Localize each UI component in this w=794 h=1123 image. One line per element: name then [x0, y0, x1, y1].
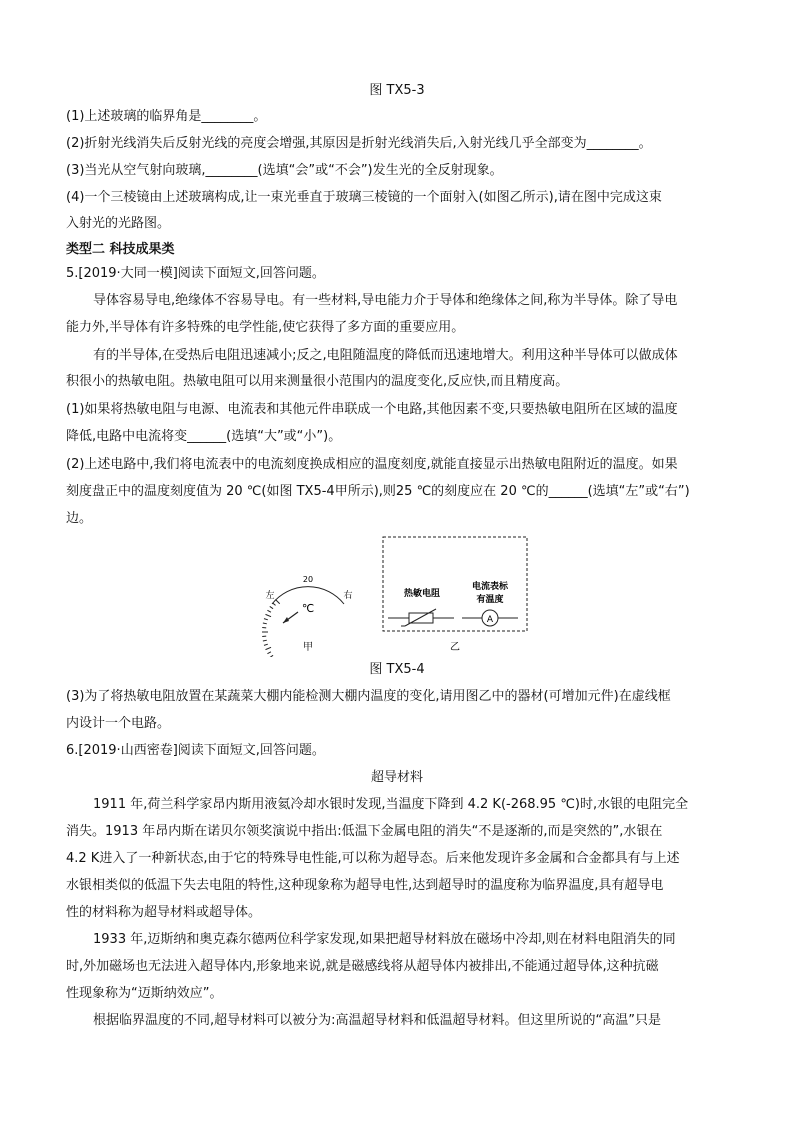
q5-question3-line2: 内设计一个电路。	[66, 716, 171, 731]
figure-caption-tx5-3: 图 TX5-3	[369, 83, 425, 98]
q6-para1-line3: 4.2 K进入了一种新状态,由于它的特殊导电性能,可以称为超导态。后来他发现许多金属和合金都具有与上述	[66, 851, 680, 866]
dial-tick	[270, 655, 273, 657]
q5-question2-line3: 边。	[66, 511, 93, 526]
q4-part1: (1)上述玻璃的临界角是________。	[66, 109, 267, 124]
dial-tick	[267, 610, 271, 612]
dial-tick	[264, 644, 268, 645]
ammeter-label-2: 有温度	[476, 595, 504, 605]
q4-part4-line1: (4)一个三棱镜由上述玻璃构成,让一束光垂直于玻璃三棱镜的一个面射入(如图乙所示),请在图中完成这束	[66, 190, 662, 205]
q4-part2: (2)折射光线消失后反射光线的亮度会增强,其原因是折射光线消失后,入射光线几乎全部变为________。	[66, 136, 652, 151]
dial-right-label: 右	[343, 591, 353, 601]
dial-value: 20	[302, 575, 314, 584]
dial-tick	[264, 619, 268, 620]
dial-tick	[272, 603, 275, 606]
label-jia: 甲	[303, 642, 313, 653]
q6-article-title: 超导材料	[370, 770, 423, 785]
ammeter-letter: A	[486, 615, 494, 625]
q4-part4-line2: 入射光的光路图。	[66, 216, 171, 231]
q5-para2-line1: 有的半导体,在受热后电阻迅速减小;反之,电阻随温度的降低而迅速地增大。利用这种半导体可以做成体	[93, 348, 678, 363]
dial-tick	[263, 640, 267, 641]
dial-figure	[262, 575, 353, 657]
q5-para1-line1: 导体容易导电,绝缘体不容易导电。有一些材料,导电能力介于导体和绝缘体之间,称为半导体。除了导电	[93, 293, 678, 308]
q6-para2-line3: 性现象称为“迈斯纳效应”。	[66, 986, 223, 1001]
ammeter-label-1: 电流表标	[471, 582, 509, 592]
dial-unit: ℃	[301, 602, 315, 615]
label-yi: 乙	[450, 642, 460, 653]
q6-para1-line2: 消失。1913 年昂内斯在诺贝尔领奖演说中指出:低温下金属电阻的消失“不是逐渐的,而是突然的”,水银在	[66, 824, 663, 839]
q4-part3: (3)当光从空气射向玻璃,________(选填“会”或“不会”)发生光的全反射现象。	[66, 163, 503, 178]
circuit-figure	[383, 537, 527, 653]
q5-question2-line1: (2)上述电路中,我们将电流表中的电流刻度换成相应的温度刻度,就能直接显示出热敏电阻附近的温度。如果	[66, 457, 678, 472]
dial-tick	[266, 614, 272, 616]
dial-tick	[270, 606, 273, 608]
q5-question1-line1: (1)如果将热敏电阻与电源、电流表和其他元件串联成一个电路,其他因素不变,只要热敏电阻所在区域的温度	[66, 402, 678, 417]
q5-para2-line2: 积很小的热敏电阻。热敏电阻可以用来测量很小范围内的温度变化,反应快,而且精度高。	[66, 374, 569, 389]
q6-para1-line1: 1911 年,荷兰科学家昂内斯用液氦冷却水银时发现,当温度下降到 4.2 K(-268.95 ℃)时,水银的电阻完全	[93, 797, 689, 812]
thermistor-label: 热敏电阻	[403, 589, 441, 599]
q6-para3-line1: 根据临界温度的不同,超导材料可以被分为:高温超导材料和低温超导材料。但这里所说的“高温”只是	[93, 1013, 661, 1028]
q5-para1-line2: 能力外,半导体有许多特殊的电学性能,使它获得了多方面的重要应用。	[66, 320, 465, 335]
q6-para2-line1: 1933 年,迈斯纳和奥克森尔德两位科学家发现,如果把超导材料放在磁场中冷却,则在材料电阻消失的同	[93, 932, 676, 947]
figure-tx5-4	[250, 532, 540, 657]
dial-ticks	[262, 599, 280, 657]
dial-tick	[267, 652, 271, 654]
q6-para2-line2: 时,外加磁场也无法进入超导体内,形象地来说,就是磁感线将从超导体内被排出,不能通过超导体,这种抗磁	[66, 959, 659, 974]
dial-tick	[266, 647, 272, 649]
q6-stem: 6.[2019·山西密卷]阅读下面短文,回答问题。	[66, 743, 325, 758]
section-heading: 类型二 科技成果类	[66, 242, 175, 257]
figure-caption-tx5-4: 图 TX5-4	[369, 662, 425, 677]
q5-question2-line2: 刻度盘正中的温度刻度值为 20 ℃(如图 TX5-4甲所示),则25 ℃的刻度应在 20 ℃的______(选填“左”或“右”)	[66, 484, 690, 499]
dial-tick	[263, 623, 267, 624]
q6-para1-line5: 性的材料称为超导材料或超导体。	[66, 905, 262, 920]
q5-stem: 5.[2019·大同一模]阅读下面短文,回答问题。	[66, 266, 325, 281]
pointer-arrowhead	[283, 617, 289, 623]
q6-para1-line4: 水银相类似的低温下失去电阻的特性,这种现象称为超导电性,达到超导时的温度称为临界温度,具有超导电	[66, 878, 664, 893]
dial-left-label: 左	[265, 591, 275, 601]
dial-tick	[275, 599, 279, 603]
q5-question1-line2: 降低,电路中电流将变______(选填“大”或“小”)。	[66, 429, 342, 444]
q5-question3-line1: (3)为了将热敏电阻放置在某蔬菜大棚内能检测大棚内温度的变化,请用图乙中的器材(可增加元件)在虚线框	[66, 689, 671, 704]
